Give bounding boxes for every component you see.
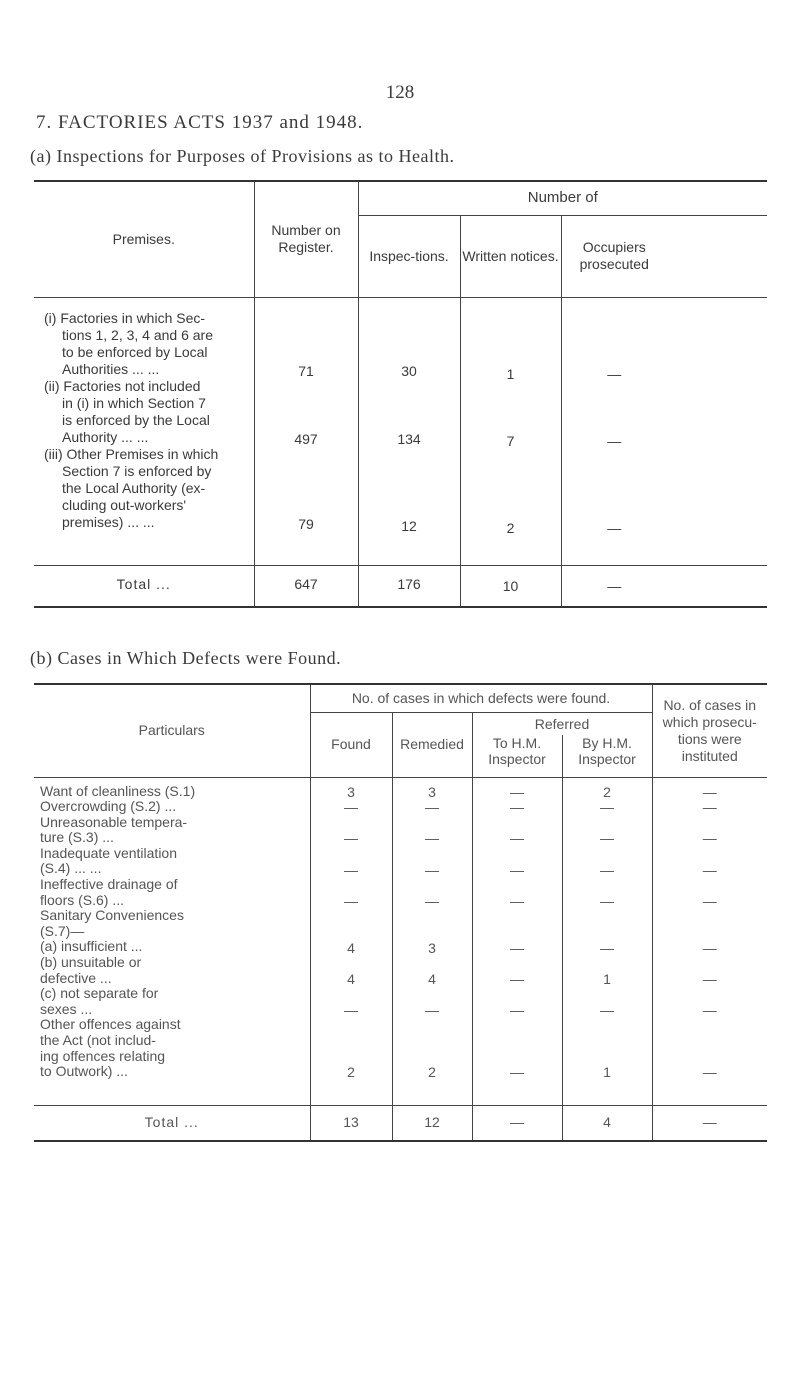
- prosecutions-column: [652, 777, 767, 1105]
- found-value: 3: [347, 783, 355, 800]
- particulars-line: Inadequate ventilation: [40, 844, 177, 861]
- defects-table: [34, 683, 767, 1142]
- found-value: 4: [347, 939, 355, 956]
- inspections-value: 12: [401, 517, 417, 534]
- header-number-of: Number of: [358, 181, 767, 215]
- written-value: 1: [506, 365, 515, 382]
- to-hm-value: —: [510, 799, 524, 816]
- particulars-line: the Act (not includ-: [40, 1032, 156, 1048]
- prosecutions-value: —: [702, 939, 717, 956]
- header-found: Found: [310, 712, 392, 777]
- by-hm-value: 2: [603, 783, 611, 800]
- prosecutions-value: —: [702, 783, 717, 800]
- found-value: —: [344, 799, 358, 816]
- prosecutions-value: —: [702, 1001, 717, 1018]
- by-hm-value: —: [600, 861, 614, 878]
- remedied-value: 3: [428, 783, 436, 800]
- by-hm-value: —: [600, 1001, 614, 1018]
- remedied-value: —: [425, 892, 439, 909]
- header-referred: Referred: [534, 715, 590, 732]
- found-value: 2: [347, 1064, 355, 1081]
- particulars-line: to Outwork) ...: [40, 1063, 128, 1080]
- register-value: 79: [298, 515, 314, 532]
- total-label: Total ...: [116, 575, 171, 592]
- particulars-line: Unreasonable tempera-: [40, 813, 188, 830]
- remedied-value: —: [425, 1001, 439, 1018]
- found-value: —: [344, 830, 358, 847]
- written-value: 2: [506, 519, 515, 536]
- particulars-line: floors (S.6) ...: [40, 891, 125, 908]
- total-inspections: 176: [358, 565, 460, 607]
- premises-line: the Local Authority (ex-: [62, 479, 206, 496]
- premises-line: cluding out-workers': [62, 496, 187, 513]
- particulars-line: Other offences against: [40, 1016, 181, 1033]
- header-no-of-cases: No. of cases in which defects were found.: [310, 684, 652, 712]
- particulars-line: ture (S.3) ...: [40, 829, 114, 846]
- header-occupiers-prosecuted: Occupiers prosecuted: [561, 215, 667, 297]
- particulars-line: (S.4) ... ...: [40, 860, 102, 877]
- premises-line: (i) Factories in which Sec-: [44, 309, 206, 326]
- inspections-value: 134: [397, 430, 421, 447]
- premises-line: in (i) in which Section 7: [62, 394, 206, 411]
- found-value: —: [344, 892, 358, 909]
- particulars-line: sexes ...: [40, 1000, 93, 1017]
- to-hm-value: —: [510, 970, 524, 987]
- found-value: —: [344, 1001, 358, 1018]
- section-title: 7. FACTORIES ACTS 1937 and 1948.: [36, 112, 364, 133]
- by-hm-value: —: [600, 799, 614, 816]
- header-written-notices: Written notices.: [460, 215, 561, 297]
- particulars-line: ing offences relating: [40, 1047, 166, 1064]
- register-value: 497: [294, 430, 318, 447]
- total-found: 13: [310, 1105, 392, 1141]
- occupiers-column: [561, 297, 667, 565]
- total-register: 647: [254, 565, 358, 607]
- occupiers-value: —: [607, 432, 622, 449]
- to-hm-value: —: [510, 783, 524, 800]
- by-hm-value: 1: [603, 1064, 611, 1081]
- remedied-column: [392, 777, 472, 1105]
- by-hm-value: —: [600, 939, 614, 956]
- particulars-descriptions: [34, 777, 310, 1105]
- header-inspections: Inspec-tions.: [358, 215, 460, 297]
- total-by-hm: 4: [562, 1105, 652, 1141]
- prosecutions-value: —: [702, 892, 717, 909]
- premises-line: is enforced by the Local: [62, 411, 210, 428]
- found-column: [310, 777, 392, 1105]
- to-hm-value: —: [510, 830, 524, 847]
- remedied-value: —: [425, 799, 439, 816]
- remedied-value: —: [425, 830, 439, 847]
- particulars-line: Want of cleanliness (S.1): [40, 782, 196, 799]
- particulars-line: Overcrowding (S.2) ...: [40, 798, 177, 815]
- register-value: 71: [298, 362, 314, 379]
- premises-line: to be enforced by Local: [62, 343, 208, 360]
- table-b-title: (b) Cases in Which Defects were Found.: [30, 648, 342, 668]
- remedied-value: 4: [428, 970, 436, 987]
- total-to-hm: —: [472, 1105, 562, 1141]
- header-to-hm: To H.M. Inspector: [488, 734, 546, 768]
- total-remedied: 12: [392, 1105, 472, 1141]
- particulars-line: (c) not separate for: [40, 985, 159, 1002]
- header-prosecutions: No. of cases in which prosecu-tions were instituted: [652, 684, 767, 777]
- header-by-hm: By H.M. Inspector: [562, 735, 652, 777]
- by-hm-column: [562, 777, 652, 1105]
- found-value: —: [344, 861, 358, 878]
- header-premises: Premises.: [34, 181, 254, 297]
- remedied-value: 3: [428, 939, 436, 956]
- total-prosecutions: —: [652, 1105, 767, 1141]
- occupiers-value: —: [607, 519, 622, 536]
- inspections-table: [34, 180, 767, 608]
- header-particulars: Particulars: [34, 684, 310, 777]
- written-value: 7: [506, 432, 515, 449]
- by-hm-value: —: [600, 892, 614, 909]
- remedied-value: —: [425, 861, 439, 878]
- prosecutions-value: —: [702, 799, 717, 816]
- to-hm-value: —: [510, 939, 524, 956]
- inspections-value: 30: [401, 362, 417, 379]
- found-value: 4: [347, 970, 355, 987]
- premises-line: (ii) Factories not included: [44, 377, 201, 394]
- premises-line: premises) ... ...: [62, 513, 155, 530]
- prosecutions-value: —: [702, 1064, 717, 1081]
- to-hm-value: —: [510, 861, 524, 878]
- total-occupiers: —: [561, 565, 667, 607]
- particulars-line: Ineffective drainage of: [40, 876, 178, 893]
- total-written: 10: [460, 565, 561, 607]
- premises-line: Authorities ... ...: [62, 360, 160, 377]
- to-hm-value: —: [510, 892, 524, 909]
- register-column: [254, 297, 358, 565]
- written-notices-column: [460, 297, 561, 565]
- particulars-line: (a) insufficient ...: [40, 938, 143, 955]
- to-hm-column: [472, 777, 562, 1105]
- particulars-line: (S.7)—: [40, 922, 85, 939]
- to-hm-value: —: [510, 1064, 524, 1081]
- particulars-line: defective ...: [40, 969, 112, 986]
- header-remedied: Remedied: [392, 712, 472, 777]
- prosecutions-value: —: [702, 830, 717, 847]
- header-register: Number on Register.: [254, 181, 358, 297]
- total-label: Total ...: [144, 1113, 199, 1130]
- particulars-line: Sanitary Conveniences: [40, 907, 184, 924]
- premises-line: (iii) Other Premises in which: [44, 445, 219, 462]
- premises-line: tions 1, 2, 3, 4 and 6 are: [62, 326, 213, 343]
- to-hm-value: —: [510, 1001, 524, 1018]
- prosecutions-value: —: [702, 861, 717, 878]
- particulars-line: (b) unsuitable or: [40, 954, 142, 971]
- premises-line: Section 7 is enforced by: [62, 462, 212, 479]
- occupiers-value: —: [607, 365, 622, 382]
- prosecutions-value: —: [702, 970, 717, 987]
- page-number: 128: [385, 82, 415, 103]
- premises-line: Authority ... ...: [62, 428, 149, 445]
- by-hm-value: —: [600, 830, 614, 847]
- by-hm-value: 1: [603, 970, 611, 987]
- table-a-title: (a) Inspections for Purposes of Provisions as to Health.: [30, 146, 455, 166]
- inspections-column: [358, 297, 460, 565]
- remedied-value: 2: [428, 1064, 436, 1081]
- premises-descriptions: [34, 297, 254, 565]
